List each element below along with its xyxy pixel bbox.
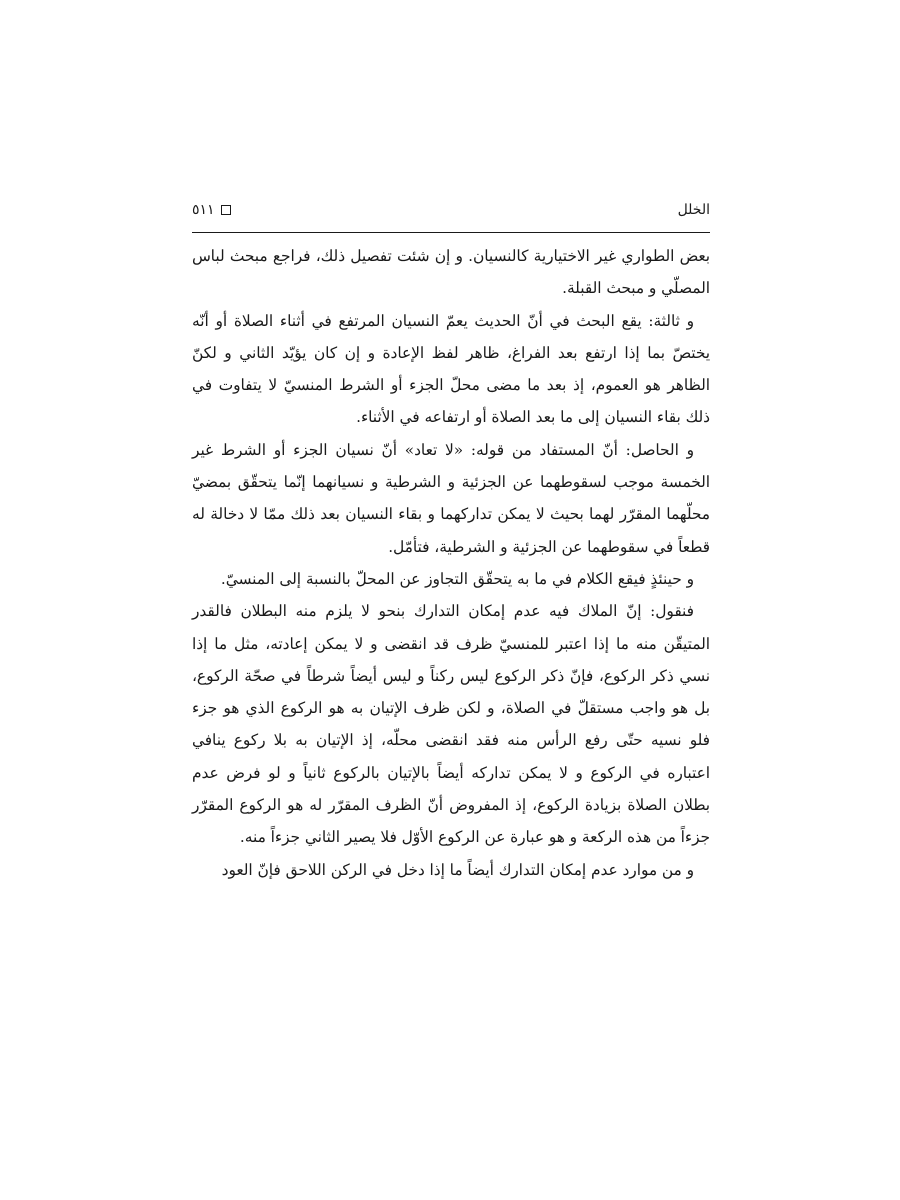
header-divider xyxy=(192,232,710,233)
page-number: ٥١١ xyxy=(192,202,215,218)
paragraph-5: فنقول: إنّ الملاك فيه عدم إمكان التدارك بنحو لا يلزم منه البطلان فالقدر المتيقّن منه ما إذا اعتبر للمنسيّ ظرف قد انقضى و لا يمكن إعادته، مثل ما إذا نسي ذكر الركوع، فإنّ ذكر الركوع ليس ركناً و ليس أيضاً شرطاً في صحّة الركوع، بل هو واجب مستقلّ في الصلاة، و لكن ظرف الإتيان به هو الركوع الذي هو جزء فلو نسيه حتّى رفع الرأس منه فقد انقضى محلّه، إذ الإتيان به بلا ركوع ينافي اعتباره في الركوع و لا يمكن تداركه أيضاً بالإتيان بالركوع ثانياً و لو فرض عدم بطلان الصلاة بزيادة الركوع، إذ المفروض أنّ الظرف المقرّر له هو الركوع المقرّر جزءاً من هذه الركعة و هو عبارة عن الركوع الأوّل فلا يصير الثاني جزءاً منه. xyxy=(192,602,710,847)
paragraph-1: بعض الطواري غير الاختيارية كالنسيان. و إن شئت تفصيل ذلك، فراجع مبحث لباس المصلّي و مبحث القبلة. xyxy=(192,247,710,298)
running-title: الخلل xyxy=(677,202,710,218)
paragraph-3: و الحاصل: أنّ المستفاد من قوله: «لا تعاد» أنّ نسيان الجزء أو الشرط غير الخمسة موجب لسقوطهما عن الجزئية و الشرطية و نسيانهما إنّما يتحقّق بمضيّ محلّهما المقرّر لهما بحيث لا يمكن تداركهما و بقاء النسيان بعد ذلك ممّا لا دخالة له قطعاً في سقوطهما عن الجزئية و الشرطية، فتأمّل. xyxy=(192,440,710,556)
page-number-group xyxy=(192,202,231,218)
body-text xyxy=(192,240,710,886)
paragraph-2: و ثالثة: يقع البحث في أنّ الحديث يعمّ النسيان المرتفع في أثناء الصلاة أو أنّه يختصّ بما إذا ارتفع بعد الفراغ، ظاهر لفظ الإعادة و إن كان يؤيّد الثاني و لكنّ الظاهر هو العموم، إذ بعد ما مضى محلّ الجزء أو الشرط المنسيّ لا يتفاوت في ذلك بقاء النسيان إلى ما بعد الصلاة أو ارتفاعه في الأثناء. xyxy=(192,311,710,427)
paragraph-6: و من موارد عدم إمكان التدارك أيضاً ما إذا دخل في الركن اللاحق فإنّ العود xyxy=(221,860,694,879)
page-header xyxy=(192,200,710,228)
paragraph-4: و حينئذٍ فيقع الكلام في ما به يتحقّق التجاوز عن المحلّ بالنسبة إلى المنسيّ. xyxy=(220,569,694,588)
square-outline-icon xyxy=(221,205,231,215)
